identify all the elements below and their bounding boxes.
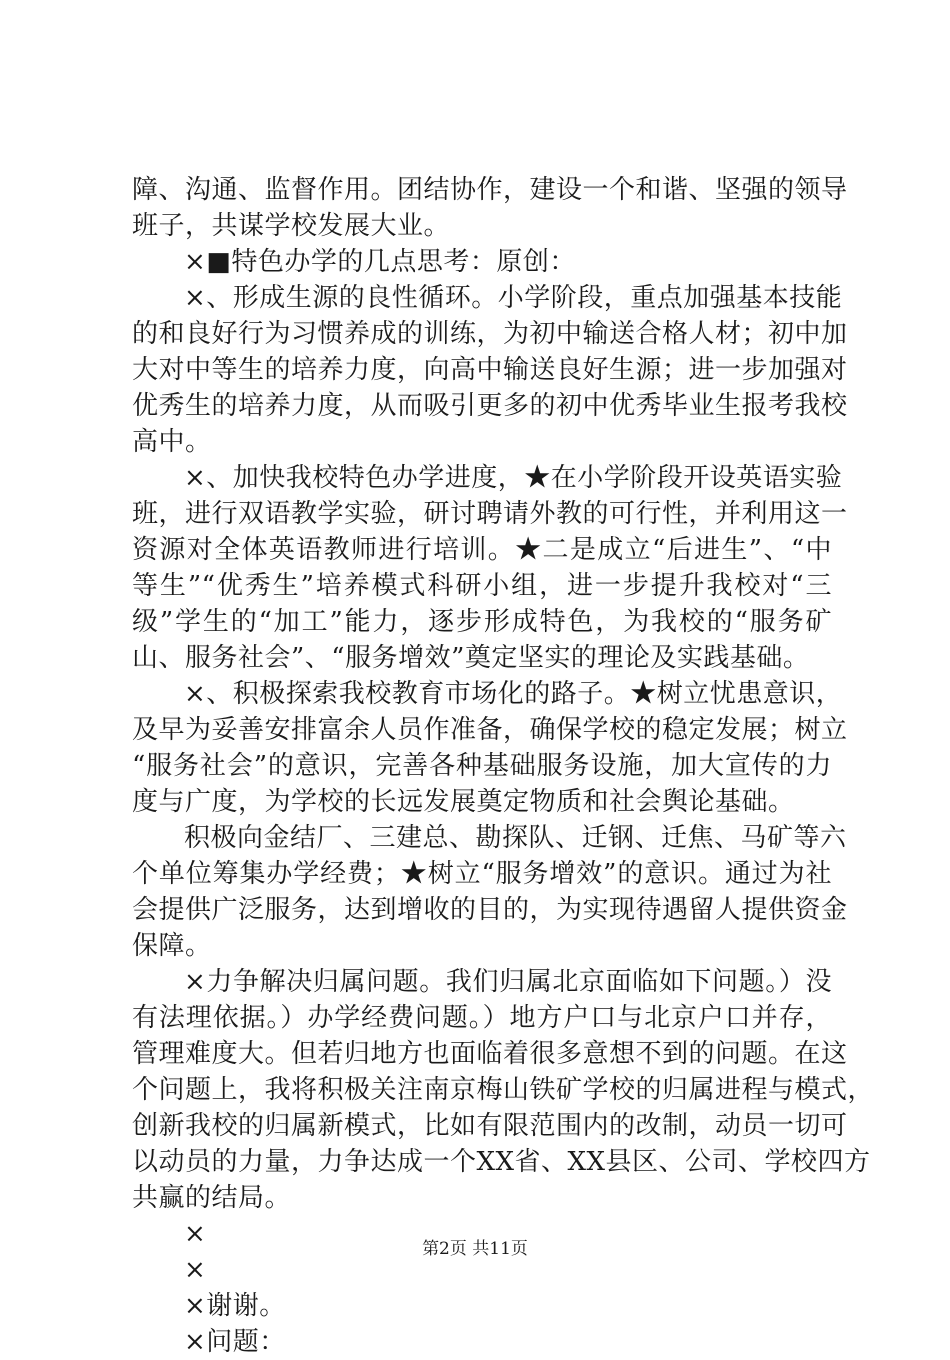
text-line: 大对中等生的培养力度，向高中输送良好生源；进一步加强对 bbox=[132, 355, 848, 385]
text-line: 个问题上，我将积极关注南京梅山铁矿学校的归属进程与模式， bbox=[132, 1075, 875, 1105]
page-number-footer: 第2页 共11页 bbox=[422, 1239, 528, 1259]
text-line: 级”学生的“加工”能力，逐步形成特色，为我校的“服务矿 bbox=[132, 607, 832, 637]
text-line: × bbox=[184, 1255, 207, 1285]
text-line: 的和良好行为习惯养成的训练，为初中输送合格人材；初中加 bbox=[132, 319, 848, 349]
text-line: 班子，共谋学校发展大业。 bbox=[132, 211, 451, 241]
text-line: 创新我校的归属新模式，比如有限范围内的改制，动员一切可 bbox=[132, 1111, 848, 1141]
text-line: 积极向金结厂、三建总、勘探队、迁钢、迁焦、马矿等六 bbox=[184, 823, 847, 853]
text-line: ×谢谢。 bbox=[184, 1291, 286, 1321]
section-heading: ×■特色办学的几点思考：原创： bbox=[184, 247, 576, 277]
text-line: 管理难度大。但若归地方也面临着很多意想不到的问题。在这 bbox=[132, 1039, 848, 1069]
text-line: 等生”“优秀生”培养模式科研小组，进一步提升我校对“三 bbox=[132, 571, 832, 601]
text-line: 资源对全体英语教师进行培训。★二是成立“后进生”、“中 bbox=[132, 535, 832, 565]
text-line: 高中。 bbox=[132, 427, 212, 457]
text-line: 以动员的力量，力争达成一个XX省、XX县区、公司、学校四方 bbox=[132, 1147, 871, 1177]
text-line: 会提供广泛服务，达到增收的目的，为实现待遇留人提供资金 bbox=[132, 895, 848, 925]
text-line: ×、形成生源的良性循环。小学阶段，重点加强基本技能 bbox=[184, 283, 843, 313]
text-line: “服务社会”的意识，完善各种基础服务设施，加大宣传的力 bbox=[132, 751, 832, 781]
text-line: 障、沟通、监督作用。团结协作，建设一个和谐、坚强的领导 bbox=[132, 175, 848, 205]
text-line: ×问题： bbox=[184, 1327, 286, 1357]
text-line: 保障。 bbox=[132, 931, 212, 961]
text-line: 度与广度，为学校的长远发展奠定物质和社会舆论基础。 bbox=[132, 787, 795, 817]
text-line: 山、服务社会”、“服务增效”奠定坚实的理论及实践基础。 bbox=[132, 643, 810, 673]
document-body bbox=[132, 172, 875, 1360]
text-line: ×、加快我校特色办学进度，★在小学阶段开设英语实验 bbox=[184, 463, 843, 493]
text-line: ×力争解决归属问题。我们归属北京面临如下问题。）没 bbox=[184, 967, 832, 997]
text-line: ×、积极探索我校教育市场化的路子。★树立忧患意识， bbox=[184, 679, 843, 709]
text-line: 有法理依据。）办学经费问题。）地方户口与北京户口并存， bbox=[132, 1003, 832, 1033]
text-line: 优秀生的培养力度，从而吸引更多的初中优秀毕业生报考我校 bbox=[132, 391, 848, 421]
text-line: 共赢的结局。 bbox=[132, 1183, 292, 1213]
text-line: 班，进行双语教学实验，研讨聘请外教的可行性，并利用这一 bbox=[132, 499, 848, 529]
text-line: × bbox=[184, 1219, 207, 1249]
text-line: 及早为妥善安排富余人员作准备，确保学校的稳定发展；树立 bbox=[132, 715, 848, 745]
text-line: 个单位筹集办学经费；★树立“服务增效”的意识。通过为社 bbox=[132, 859, 832, 889]
